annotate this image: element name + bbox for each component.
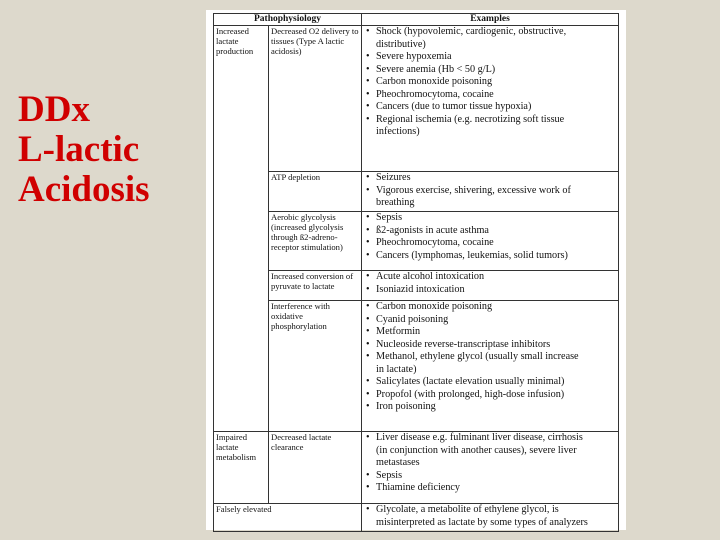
- table-row: [214, 212, 619, 271]
- list-item: • Cyanid poisoning: [366, 314, 616, 327]
- mechanism-cell: Decreased O2 delivery to tissues (Type A lactic acidosis): [269, 26, 362, 172]
- list-item: • Severe hypoxemia: [366, 51, 616, 64]
- list-item-continuation: breathing: [376, 197, 415, 208]
- list-item: • Severe anemia (Hb < 50 g/L): [366, 64, 616, 77]
- table-row: [214, 172, 619, 212]
- list-item: • Carbon monoxide poisoning: [366, 76, 616, 89]
- table-row: [214, 432, 619, 504]
- list-item: • Cancers (due to tumor tissue hypoxia): [366, 101, 616, 114]
- list-item: • Cancers (lymphomas, leukemias, solid tumors): [366, 250, 616, 263]
- table-row: [214, 301, 619, 432]
- list-item: • Seizures: [366, 172, 616, 185]
- list-item: • Pheochromocytoma, cocaine: [366, 237, 616, 250]
- list-item-continuation: distributive): [376, 38, 426, 50]
- list-item: • Iron poisoning: [366, 401, 616, 414]
- ddx-table: [213, 13, 619, 532]
- list-item: • Sepsis: [366, 212, 616, 225]
- table-row: [214, 271, 619, 301]
- list-item: • Shock (hypovolemic, cardiogenic, obstructive,: [366, 26, 616, 39]
- title-line: L-lactic: [18, 129, 140, 170]
- list-item-continuation: metastases: [376, 457, 420, 468]
- list-item: • Sepsis: [366, 470, 616, 483]
- slide-title: [18, 90, 150, 210]
- list-item: • Regional ischemia (e.g. necrotizing soft tissue: [366, 114, 616, 127]
- examples-cell: [362, 504, 619, 532]
- examples-cell: [362, 172, 619, 212]
- list-item-continuation: in lactate): [376, 363, 417, 375]
- list-item: • Carbon monoxide poisoning: [366, 301, 616, 314]
- examples-cell: [362, 26, 619, 172]
- table-image: [206, 10, 626, 530]
- title-line: DDx: [18, 89, 90, 130]
- mechanism-cell: ATP depletion: [269, 172, 362, 212]
- table-row: [214, 26, 619, 172]
- table-row: [214, 504, 619, 532]
- header-examples: Examples: [362, 14, 619, 26]
- mechanism-cell: Increased conversion of pyruvate to lactate: [269, 271, 362, 301]
- list-item: • Nucleoside reverse-transcriptase inhibitors: [366, 339, 616, 352]
- title-line: Acidosis: [18, 169, 150, 210]
- header-pathophysiology: Pathophysiology: [214, 14, 362, 26]
- mechanism-cell: Interference with oxidative phosphorylation: [269, 301, 362, 432]
- list-item: • Liver disease e.g. fulminant liver disease, cirrhosis: [366, 432, 616, 445]
- examples-cell: [362, 271, 619, 301]
- list-item: • Isoniazid intoxication: [366, 284, 616, 297]
- examples-cell: [362, 432, 619, 504]
- list-item: • ß2-agonists in acute asthma: [366, 225, 616, 238]
- header-row: [214, 14, 619, 26]
- list-item-continuation: (in conjunction with another causes), severe liver: [376, 444, 577, 456]
- mechanism-cell: Decreased lactate clearance: [269, 432, 362, 504]
- mechanism-cell: Aerobic glycolysis (increased glycolysis through ß2-adreno-receptor stimulation): [269, 212, 362, 271]
- list-item: • Propofol (with prolonged, high-dose infusion): [366, 389, 616, 402]
- list-item: • Thiamine deficiency: [366, 482, 616, 495]
- list-item: • Metformin: [366, 326, 616, 339]
- examples-cell: [362, 212, 619, 271]
- category-cell: Increased lactate production: [214, 26, 269, 432]
- list-item: • Acute alcohol intoxication: [366, 271, 616, 284]
- list-item: • Salicylates (lactate elevation usually minimal): [366, 376, 616, 389]
- list-item: • Methanol, ethylene glycol (usually small increase: [366, 351, 616, 364]
- category-cell: Falsely elevated: [214, 504, 362, 532]
- examples-cell: [362, 301, 619, 432]
- list-item: • Vigorous exercise, shivering, excessive work of: [366, 185, 616, 198]
- list-item-continuation: misinterpreted as lactate by some types of analyzers: [376, 516, 588, 528]
- list-item: • Glycolate, a metabolite of ethylene glycol, is: [366, 504, 616, 517]
- list-item-continuation: infections): [376, 126, 420, 137]
- category-cell: Impaired lactate metabolism: [214, 432, 269, 504]
- list-item: • Pheochromocytoma, cocaine: [366, 89, 616, 102]
